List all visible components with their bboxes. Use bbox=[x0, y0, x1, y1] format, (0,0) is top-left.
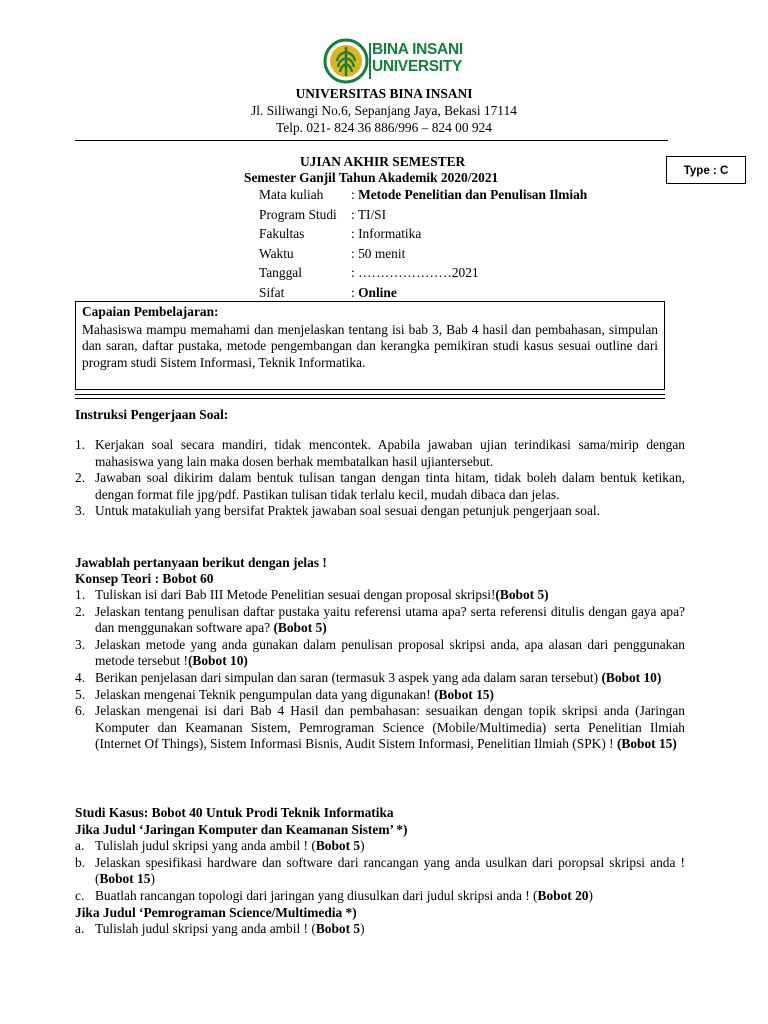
double-rule-top bbox=[75, 394, 665, 395]
questions-intro: Jawablah pertanyaan berikut dengan jelas ! bbox=[75, 555, 327, 570]
exam-meta-label: Program Studi bbox=[259, 206, 337, 222]
case-item bbox=[75, 855, 685, 888]
case-item-bobot: Bobot 20 bbox=[537, 887, 589, 903]
case-item-text: Jelaskan spesifikasi hardware dan software dari rancangan yang anda usulkan dari poropsal skripsi anda ! ( bbox=[95, 854, 685, 887]
exam-meta-value-text: TI/SI bbox=[357, 206, 387, 222]
exam-meta-value-text: Online bbox=[358, 284, 397, 300]
exam-meta-value bbox=[351, 265, 479, 282]
exam-meta-separator: : bbox=[351, 187, 359, 202]
question-bobot: (Bobot 5) bbox=[495, 587, 549, 602]
instructions-title: Instruksi Pengerjaan Soal: bbox=[75, 407, 229, 422]
instructions-list bbox=[75, 437, 685, 520]
case-item-tail: ) bbox=[360, 838, 365, 853]
question-bobot: (Bobot 10) bbox=[601, 669, 662, 685]
case-item-bobot: Bobot 5 bbox=[315, 838, 361, 853]
question-item bbox=[75, 637, 685, 670]
double-rule-bottom bbox=[75, 398, 665, 399]
exam-meta-value bbox=[351, 246, 405, 263]
case-study-title: Studi Kasus: Bobot 40 Untuk Prodi Teknik Informatika bbox=[75, 805, 394, 820]
exam-meta-value-text: 50 menit bbox=[358, 245, 406, 261]
question-number: 4. bbox=[75, 669, 86, 685]
case-item bbox=[75, 921, 685, 938]
exam-meta-separator: : bbox=[351, 245, 359, 261]
exam-meta-value bbox=[351, 187, 587, 204]
exam-meta-value bbox=[351, 285, 397, 302]
case-item-text: Buatlah rancangan topologi dari jaringan yang diusulkan dari judul skripsi anda ! ( bbox=[95, 887, 538, 903]
question-bobot: (Bobot 5) bbox=[273, 620, 327, 636]
questions-list bbox=[75, 587, 685, 753]
question-number: 3. bbox=[75, 636, 86, 652]
case-group2-title: Jika Judul ‘Pemrograman Science/Multimedia *) bbox=[75, 905, 357, 920]
question-bobot: (Bobot 15) bbox=[434, 686, 494, 702]
case-group1-list bbox=[75, 838, 685, 904]
exam-semester: Semester Ganjil Tahun Akademik 2020/2021 bbox=[244, 170, 499, 185]
case-item-tail: ) bbox=[588, 887, 593, 903]
case-item-letter: a. bbox=[75, 921, 85, 936]
question-text: Jelaskan tentang penulisan daftar pustaka yaitu referensi utama apa? serta referensi ditulis dengan gaya apa? dan menggunakan software apa? bbox=[95, 603, 685, 636]
question-text: Jelaskan mengenai isi dari Bab 4 Hasil dan pembahasan: sesuaikan dengan topik skripsi anda (Jaringan Komputer dan Keamanan Sistem, Pemrograman Science (Mobile/Multimedia) serta Penelitian Ilmiah (Internet Of Things), Sistem Informasi Bisnis, Audit Sistem Informasi, Penelitian Ilmiah (SPK) ! bbox=[95, 703, 685, 752]
exam-meta-value-text: Metode Penelitian dan Penulisan Ilmiah bbox=[358, 187, 588, 202]
logo-text-line2: UNIVERSITY bbox=[372, 58, 463, 75]
question-text: Jelaskan mengenai Teknik pengumpulan data yang digunakan! bbox=[95, 686, 435, 702]
wheat-emblem-icon bbox=[323, 38, 369, 84]
case-group2-list bbox=[75, 921, 685, 938]
exam-meta-separator: : bbox=[351, 265, 359, 280]
case-item-bobot: Bobot 5 bbox=[315, 921, 361, 936]
exam-meta-separator: : bbox=[351, 206, 358, 222]
question-text: Berikan penjelasan dari simpulan dan saran (termasuk 3 aspek yang ada dalam saran tersebut) bbox=[95, 669, 602, 685]
question-bobot: (Bobot 15) bbox=[616, 736, 677, 752]
university-logo bbox=[323, 38, 473, 84]
instruction-number: 2. bbox=[75, 470, 86, 486]
instruction-number: 1. bbox=[75, 437, 86, 452]
university-name: UNIVERSITAS BINA INSANI bbox=[295, 86, 473, 101]
exam-type-badge: Type : C bbox=[666, 156, 746, 184]
instruction-number: 3. bbox=[75, 503, 86, 519]
exam-meta-label: Tanggal bbox=[259, 265, 302, 280]
learning-outcome-text: Mahasiswa mampu memahami dan menjelaskan tentang isi bab 3, Bab 4 hasil dan pembahasan, simpulan dan saran, daftar pustaka, metode pengembangan dan kerangka pemikiran studi kasus sesuai outline dari program studi Sistem Informasi, Teknik Informatika. bbox=[82, 321, 658, 370]
case-item-text: Tulislah judul skripsi yang anda ambil ! ( bbox=[95, 921, 316, 936]
case-item-tail: ) bbox=[360, 921, 365, 936]
question-bobot: (Bobot 10) bbox=[187, 653, 248, 669]
question-item bbox=[75, 604, 685, 637]
learning-outcome-title: Capaian Pembelajaran: bbox=[82, 304, 219, 319]
exam-meta-value bbox=[351, 207, 386, 224]
header-divider bbox=[75, 140, 668, 141]
question-number: 1. bbox=[75, 587, 86, 602]
instruction-text: Untuk matakuliah yang bersifat Praktek jawaban soal sesuai dengan petunjuk pengerjaan soal. bbox=[95, 503, 600, 519]
question-item bbox=[75, 587, 685, 604]
exam-meta-label: Waktu bbox=[259, 245, 294, 261]
case-item-letter: b. bbox=[75, 854, 86, 870]
exam-meta-label: Fakultas bbox=[259, 226, 305, 241]
exam-title: UJIAN AKHIR SEMESTER bbox=[300, 154, 466, 169]
learning-outcome-box bbox=[75, 301, 665, 390]
logo-text-line1: BINA INSANI bbox=[372, 41, 463, 58]
case-item-tail: ) bbox=[150, 871, 155, 887]
exam-meta-value bbox=[351, 226, 421, 243]
question-item bbox=[75, 670, 685, 687]
exam-meta-value-text: Informatika bbox=[358, 226, 422, 241]
exam-meta-separator: : bbox=[351, 284, 359, 300]
case-item-letter: c. bbox=[75, 887, 85, 903]
instruction-item bbox=[75, 503, 685, 520]
case-item-text: Tulislah judul skripsi yang anda ambil ! ( bbox=[95, 838, 316, 853]
case-item-letter: a. bbox=[75, 838, 85, 853]
exam-meta-label: Sifat bbox=[259, 284, 285, 300]
question-text: Tuliskan isi dari Bab III Metode Penelitian sesuai dengan proposal skripsi! bbox=[95, 587, 496, 602]
question-number: 6. bbox=[75, 703, 86, 719]
case-item bbox=[75, 888, 685, 905]
case-item-bobot: Bobot 15 bbox=[99, 871, 151, 887]
question-number: 2. bbox=[75, 603, 86, 619]
instruction-text: Kerjakan soal secara mandiri, tidak mencontek. Apabila jawaban ujian terindikasi sama/mirip dengan mahasiswa yang lain maka dosen berhak membatalkan hasil ujiantersebut. bbox=[95, 437, 685, 469]
question-number: 5. bbox=[75, 686, 86, 702]
exam-meta-separator: : bbox=[351, 226, 359, 241]
university-address: Jl. Siliwangi No.6, Sepanjang Jaya, Bekasi 17114 bbox=[251, 103, 517, 118]
university-phone: Telp. 021- 824 36 886/996 – 824 00 924 bbox=[276, 120, 492, 135]
question-item bbox=[75, 703, 685, 753]
case-item bbox=[75, 838, 685, 855]
question-item bbox=[75, 687, 685, 704]
question-text: Jelaskan metode yang anda gunakan dalam penulisan proposal skripsi anda, apa alasan dari penggunakan metode tersebut ! bbox=[95, 636, 685, 669]
exam-meta-value-text: …………………2021 bbox=[358, 265, 479, 280]
exam-meta-label: Mata kuliah bbox=[259, 187, 324, 202]
instruction-text: Jawaban soal dikirim dalam bentuk tulisan tangan dengan tinta hitam, tidak boleh dalam bentuk ketikan, dengan format file jpg/pdf. Pastikan tulisan tidak terlalu kecil, mudah dibaca dan jelas. bbox=[95, 470, 685, 502]
instruction-item bbox=[75, 437, 685, 470]
questions-section-title: Konsep Teori : Bobot 60 bbox=[75, 571, 214, 586]
instruction-item bbox=[75, 470, 685, 503]
case-group1-title: Jika Judul ‘Jaringan Komputer dan Keamanan Sistem’ *) bbox=[75, 822, 408, 837]
